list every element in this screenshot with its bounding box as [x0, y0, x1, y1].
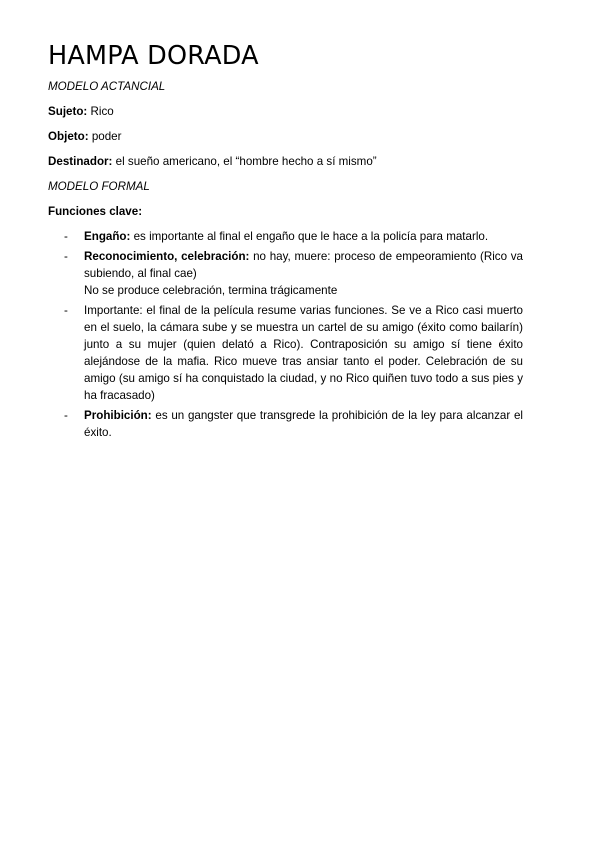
funciones-clave-heading: Funciones clave: — [48, 205, 143, 218]
destinador-line — [48, 155, 377, 169]
objeto-label: Objeto: — [48, 130, 89, 143]
list-bullet: - — [64, 304, 68, 317]
list-item — [0, 407, 600, 441]
sujeto-label: Sujeto: — [48, 105, 88, 118]
list-item-text: no hay, muere: proceso de empeoramiento (Rico va subiendo, al final cae) — [84, 250, 523, 280]
list-item-text: Importante: el final de la película resume varias funciones. Se ve a Rico casi muerto en el suelo, la cámara sube y se muestra un cartel de su amigo (éxito como bailarín) junto a su mujer (quien delató a Rico). Contraposición su amigo sí tiene éxito alejándose de la mafia. Rico mueve tras ansiar tanto el poder. Celebración de su amigo (su amigo sí ha conquistado la ciudad, y no Rico quiñen tuvo todo a sus pies y ha fracasado) — [84, 304, 523, 402]
objeto-line — [48, 130, 121, 144]
section-heading-modelo-actancial: MODELO ACTANCIAL — [48, 80, 166, 93]
list-item — [0, 248, 600, 299]
list-item-body — [84, 248, 523, 299]
section-heading-modelo-formal: MODELO FORMAL — [48, 180, 150, 193]
list-item — [0, 302, 600, 404]
list-item-label: Reconocimiento, celebración: — [84, 250, 250, 263]
objeto-value: poder — [91, 130, 122, 143]
destinador-label: Destinador: — [48, 155, 113, 168]
list-bullet: - — [64, 409, 68, 422]
list-item — [0, 228, 600, 245]
list-bullet: - — [64, 250, 68, 263]
list-item-label: Prohibición: — [84, 409, 152, 422]
list-item-body — [84, 228, 523, 245]
funciones-list — [0, 228, 600, 444]
sujeto-value: Rico — [90, 105, 114, 118]
list-item-paragraph — [84, 228, 523, 245]
list-item-paragraph — [84, 248, 523, 282]
list-item-text: es importante al final el engaño que le hace a la policía para matarlo. — [133, 230, 489, 243]
list-item-paragraph — [84, 407, 523, 441]
document-title: HAMPA DORADA — [48, 41, 259, 71]
destinador-value: el sueño americano, el “hombre hecho a sí mismo” — [115, 155, 377, 168]
list-item-body — [84, 302, 523, 404]
list-item-label: Engaño: — [84, 230, 131, 243]
sujeto-line — [48, 105, 114, 119]
list-item-body — [84, 407, 523, 441]
list-bullet: - — [64, 230, 68, 243]
list-item-extra-line: No se produce celebración, termina trágicamente — [84, 284, 338, 297]
list-item-text: es un gangster que transgrede la prohibición de la ley para alcanzar el éxito. — [84, 409, 523, 439]
